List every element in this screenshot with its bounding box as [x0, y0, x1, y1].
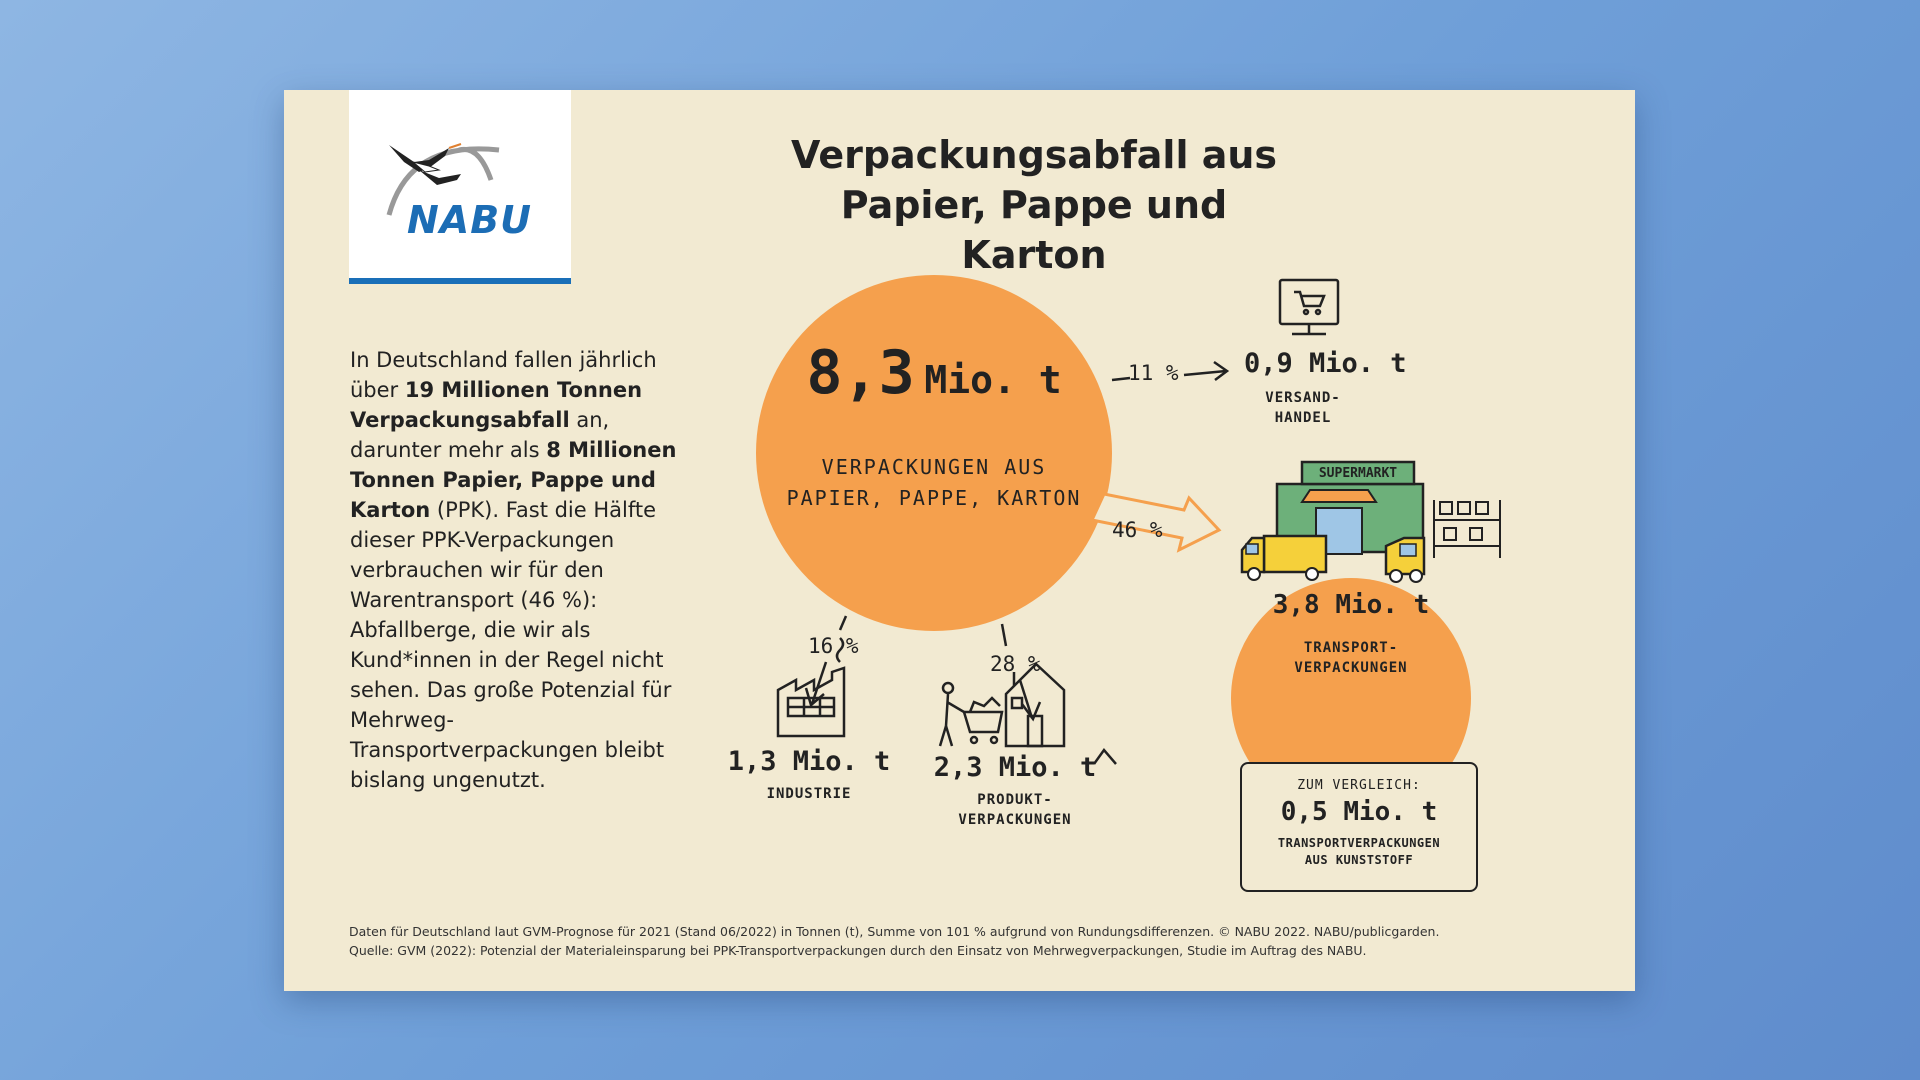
main-value — [756, 338, 1112, 408]
comparison-text-line-2: AUS KUNSTSTOFF — [1304, 853, 1414, 867]
shopper-house-icon — [940, 664, 1064, 746]
industrie-percent: 16 % — [808, 634, 859, 658]
main-label — [756, 452, 1112, 514]
main-value-unit: Mio. t — [924, 358, 1062, 402]
transport-label — [1231, 638, 1471, 678]
versand-value: 0,9 Mio. t — [1244, 348, 1407, 379]
footer-note — [349, 922, 1599, 960]
comparison-text — [1242, 835, 1476, 869]
transport-label-line-1: TRANSPORT- — [1303, 640, 1399, 656]
comparison-label: ZUM VERGLEICH: — [1297, 778, 1421, 793]
produkt-label-line-1: PRODUKT- — [977, 792, 1053, 808]
versand-label-line-2: HANDEL — [1274, 410, 1332, 426]
industrie-label: INDUSTRIE — [766, 786, 852, 802]
transport-percent: 46 % — [1112, 518, 1163, 542]
logo-text: NABU — [407, 198, 533, 242]
versand-label — [1244, 388, 1362, 428]
produkt-label — [910, 790, 1120, 830]
comparison-box — [1240, 762, 1478, 892]
footer-line-2: Quelle: GVM (2022): Potenzial der Materialeinsparung bei PPK-Transportverpackungen durch den Einsatz von Mehrwegverpackungen, Studie im Auftrag des NABU. — [349, 943, 1367, 958]
produkt-percent: 28 % — [990, 652, 1041, 676]
infographic-card — [284, 90, 1635, 991]
intro-p3: (PPK). Fast die Hälfte dieser PPK-Verpackungen verbrauchen wir für den Warentransport (46 %): Abfallberge, die wir als Kund*innen in der Regel nicht sehen. Das große Potenzial für Mehrweg-Transportverpackungen bleibt bislang ungenutzt. — [350, 498, 672, 792]
intro-b2: 8 Millionen Tonnen Papier, Pappe und Karton — [350, 438, 677, 522]
transport-label-line-2: VERPACKUNGEN — [1294, 660, 1408, 676]
intro-p1: In Deutschland fallen jährlich über — [350, 348, 657, 402]
industrie-value: 1,3 Mio. t — [727, 746, 891, 777]
intro-b1: 19 Millionen Tonnen Verpackungsabfall — [350, 378, 643, 432]
produkt-label-line-2: VERPACKUNGEN — [958, 812, 1072, 828]
title-line-2: Papier, Pappe und Karton — [840, 183, 1228, 277]
produkt-value: 2,3 Mio. t — [933, 752, 1097, 783]
shopping-computer-icon — [1280, 280, 1338, 334]
transport-value: 3,8 Mio. t — [1272, 590, 1430, 620]
footer-line-1: Daten für Deutschland laut GVM-Prognose für 2021 (Stand 06/2022) in Tonnen (t), Summe von 101 % aufgrund von Rundungsdifferenzen. © NABU 2022. NABU/publicgarden. — [349, 924, 1440, 939]
supermarket-sign: SUPERMARKT — [1318, 466, 1398, 481]
title-line-1: Verpackungsabfall aus — [790, 133, 1278, 177]
comparison-value: 0,5 Mio. t — [1280, 797, 1438, 827]
versand-label-line-1: VERSAND- — [1265, 390, 1341, 406]
comparison-text-line-1: TRANSPORTVERPACKUNGEN — [1277, 836, 1441, 850]
main-label-line-1: VERPACKUNGEN AUS — [821, 455, 1047, 479]
intro-p2: an, darunter mehr als — [350, 408, 610, 462]
main-label-line-2: PAPIER, PAPPE, KARTON — [786, 486, 1082, 510]
versand-percent: 11 % — [1128, 361, 1179, 385]
main-value-number: 8,3 — [806, 338, 915, 408]
